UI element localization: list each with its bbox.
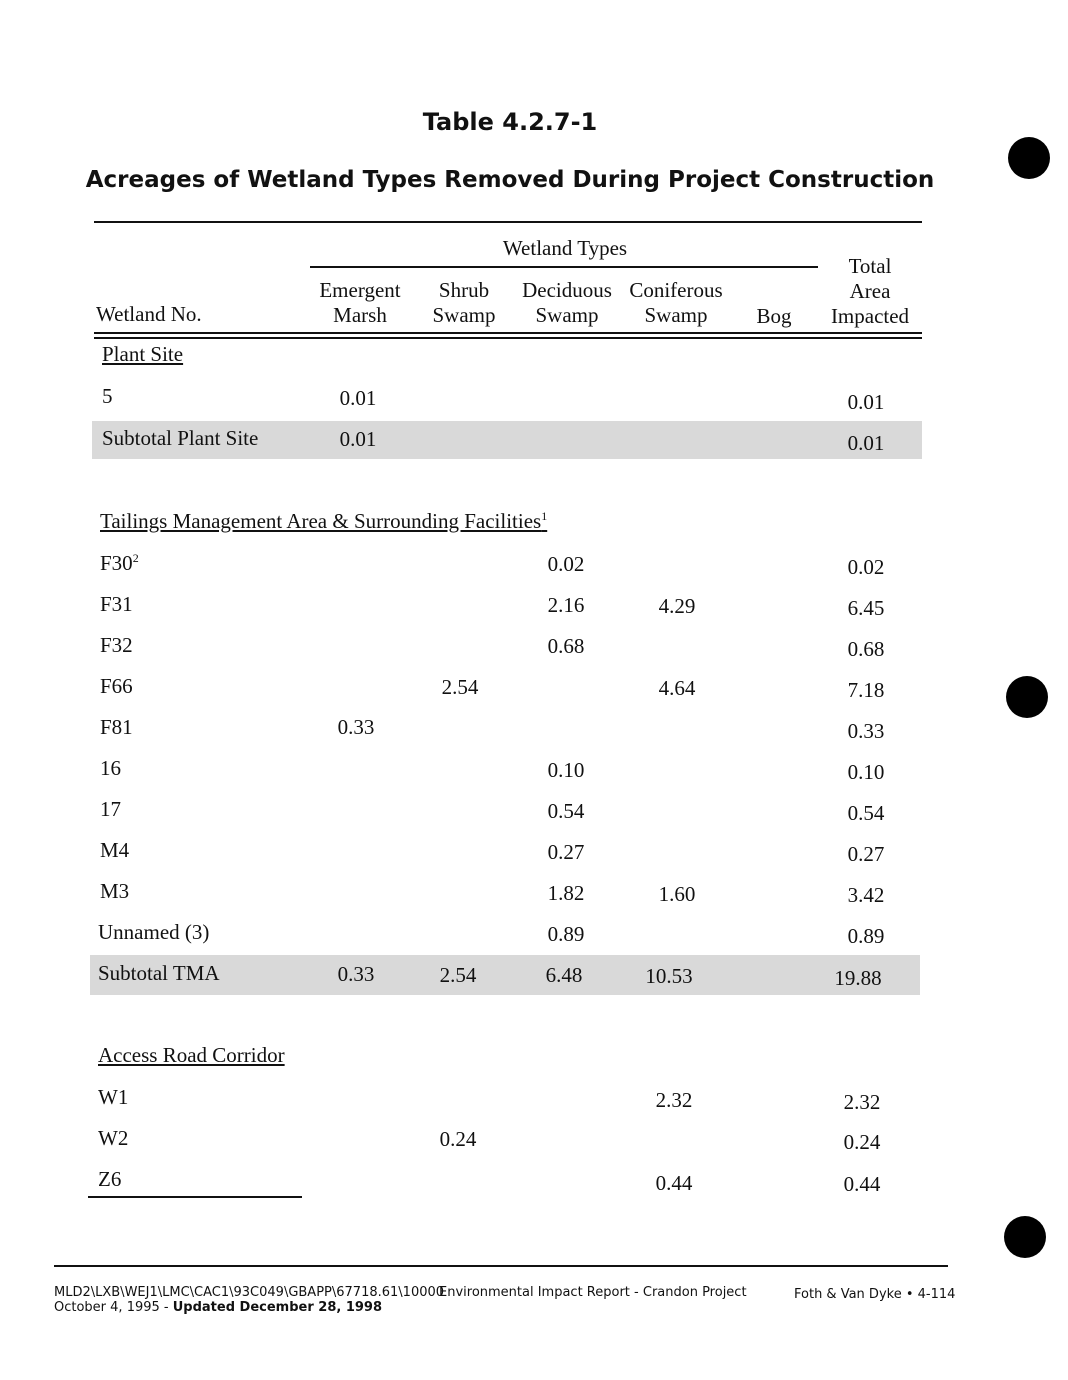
cell-deciduous: 1.82	[547, 881, 585, 905]
wetland-types-rule	[310, 266, 818, 268]
subtotal-label: Subtotal Plant Site	[102, 426, 259, 450]
row-label: $F30^2$	[100, 551, 139, 575]
subtotal-label: Subtotal TMA	[98, 961, 220, 985]
table-title: Acreages of Wetland Types Removed During Project Construction	[85, 167, 935, 193]
row-label: Z6	[98, 1167, 122, 1191]
cell-deciduous: 0.89	[547, 922, 585, 946]
cell-deciduous: 0.02	[547, 552, 585, 576]
row-label: F31	[100, 592, 133, 616]
row-label: F66	[100, 674, 133, 698]
cell-total: 0.44	[843, 1172, 881, 1196]
cell-shrub: 0.24	[439, 1127, 477, 1151]
header-total-area-impacted: Total Area Impacted	[830, 254, 910, 328]
cell-coniferous: 0.44	[655, 1171, 693, 1195]
cell-emergent: 0.01	[339, 386, 377, 410]
binder-hole-middle	[1006, 676, 1048, 718]
section-access-road: Access Road Corridor	[98, 1043, 285, 1067]
subtotal-deciduous: 6.48	[545, 963, 583, 987]
footer-rule	[54, 1265, 948, 1267]
row-label: 17	[100, 797, 121, 821]
header-bog: Bog	[756, 304, 792, 328]
row-label: 16	[100, 756, 121, 780]
cell-coniferous: 4.64	[658, 676, 696, 700]
subtotal-emergent: 0.01	[339, 427, 377, 451]
binder-hole-bottom	[1004, 1216, 1046, 1258]
cell-total: 6.45	[847, 596, 885, 620]
row-label: F81	[100, 715, 133, 739]
subtotal-total: 0.01	[847, 431, 885, 455]
table-top-rule	[94, 221, 922, 223]
table-number: Table 4.2.7-1	[422, 108, 598, 136]
section-tma: Tailings Management Area & Surrounding Facilities$^1$	[100, 509, 548, 533]
wetland-types-header: Wetland Types	[502, 236, 628, 260]
cell-total: 0.24	[843, 1130, 881, 1154]
cell-total: 2.32	[843, 1090, 881, 1114]
cell-total: 7.18	[847, 678, 885, 702]
footer-report-name: Environmental Impact Report - Crandon Project	[439, 1285, 747, 1300]
header-shrub-swamp: Shrub Swamp	[432, 278, 496, 327]
cell-deciduous: 0.10	[547, 758, 585, 782]
cell-deciduous: 0.68	[547, 634, 585, 658]
cell-total: 0.89	[847, 924, 885, 948]
cell-coniferous: 1.60	[658, 882, 696, 906]
subtotal-total: 19.88	[834, 966, 882, 990]
footer-file-path: MLD2\LXB\WEJ1\LMC\CAC1\93C049\GBAPP\67718.61\10000	[54, 1285, 445, 1300]
subtotal-emergent: 0.33	[337, 962, 375, 986]
cell-coniferous: 4.29	[658, 594, 696, 618]
cell-emergent: 0.33	[337, 715, 375, 739]
binder-hole-top	[1008, 137, 1050, 179]
section-plant-site: Plant Site	[102, 342, 184, 366]
subtotal-shrub: 2.54	[439, 963, 477, 987]
footer-dates: October 4, 1995 - Updated December 28, 1998	[54, 1300, 383, 1315]
cell-deciduous: 0.27	[547, 840, 585, 864]
header-rule-1	[94, 332, 922, 334]
cell-total: 0.68	[847, 637, 885, 661]
cell-total: 0.01	[847, 390, 885, 414]
footnote-rule	[88, 1196, 302, 1198]
cell-total: 0.27	[847, 842, 885, 866]
cell-total: 3.42	[847, 883, 885, 907]
cell-deciduous: 2.16	[547, 593, 585, 617]
cell-total: 0.54	[847, 801, 885, 825]
header-deciduous-swamp: Deciduous Swamp	[522, 278, 612, 327]
header-coniferous-swamp: Coniferous Swamp	[629, 278, 723, 327]
cell-total: 0.33	[847, 719, 885, 743]
cell-shrub: 2.54	[441, 675, 479, 699]
row-label: Unnamed (3)	[98, 920, 210, 944]
cell-deciduous: 0.54	[547, 799, 585, 823]
row-label: W2	[98, 1126, 129, 1150]
header-rule-2	[94, 337, 922, 339]
row-label: 5	[102, 384, 113, 408]
row-label: W1	[98, 1085, 129, 1109]
footer-company-page: Foth & Van Dyke • 4-114	[794, 1287, 956, 1302]
header-emergent-marsh: Emergent Marsh	[319, 278, 401, 327]
header-wetland-no: Wetland No.	[96, 302, 202, 326]
cell-total: 0.10	[847, 760, 885, 784]
subtotal-coniferous: 10.53	[645, 964, 693, 988]
cell-coniferous: 2.32	[655, 1088, 693, 1112]
row-label: M4	[100, 838, 130, 862]
row-label: M3	[100, 879, 130, 903]
cell-total: 0.02	[847, 555, 885, 579]
row-label: F32	[100, 633, 133, 657]
